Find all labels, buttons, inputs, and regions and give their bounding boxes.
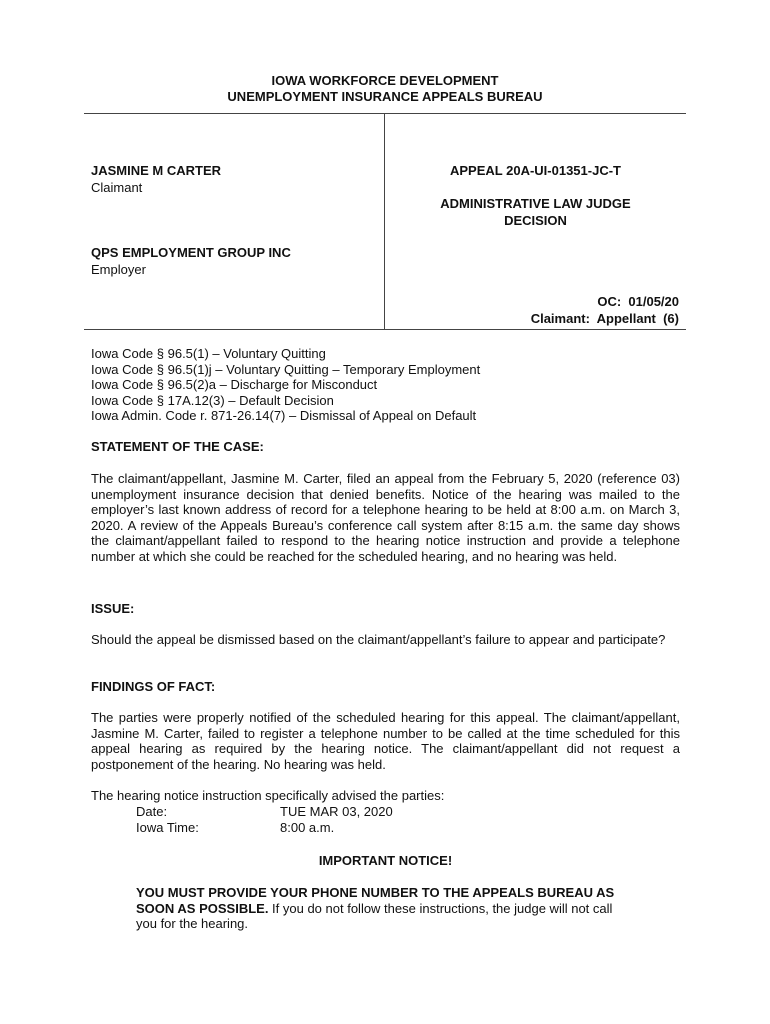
appeal-number: APPEAL 20A-UI-01351-JC-T [450, 163, 621, 178]
employer-name: QPS EMPLOYMENT GROUP INC [91, 245, 291, 260]
findings-heading: FINDINGS OF FACT: [91, 679, 216, 694]
issue-paragraph: Should the appeal be dismissed based on the claimant/appellant’s failure to appear and participate? [91, 632, 666, 647]
document-header [0, 73, 770, 105]
hearing-time-label: Iowa Time: [136, 819, 199, 835]
employer-block [91, 245, 376, 278]
code-citation: Iowa Code § 96.5(1)j – Voluntary Quitting – Temporary Employment [91, 361, 481, 377]
header-top-rule [84, 113, 686, 114]
hearing-notice-details [91, 804, 725, 835]
important-notice-bold: YOU MUST PROVIDE YOUR PHONE NUMBER TO THE APPEALS BUREAU AS SOON AS POSSIBLE. [136, 885, 615, 916]
caption-bottom-rule [84, 329, 686, 330]
important-notice-regular: If you do not follow these instructions, the judge will not call you for the hearing. [136, 900, 613, 932]
oc-date: OC: 01/05/20 [597, 294, 679, 309]
code-citations [91, 346, 680, 424]
claimant-block [91, 163, 376, 196]
bureau-name: UNEMPLOYMENT INSURANCE APPEALS BUREAU [227, 89, 543, 104]
findings-paragraph: The parties were properly notified of the scheduled hearing for this appeal. The claimant/appellant, Jasmine M. Carter, failed to register a telephone number to be called at the time scheduled for this appeal hearing as required by the hearing notice. The claimant/appellant did not request a postponement of the hearing. No hearing was held. [91, 710, 680, 772]
decision-title-line-1: ADMINISTRATIVE LAW JUDGE [440, 196, 631, 211]
employer-role: Employer [91, 261, 146, 277]
code-citation: Iowa Admin. Code r. 871-26.14(7) – Dismissal of Appeal on Default [91, 408, 477, 424]
claimant-status: Claimant: Appellant (6) [530, 310, 679, 326]
hearing-notice-intro: The hearing notice instruction specifically advised the parties: [91, 788, 445, 803]
code-citation: Iowa Code § 96.5(2)a – Discharge for Misconduct [91, 377, 378, 393]
hearing-date-value: TUE MAR 03, 2020 [280, 804, 393, 819]
important-notice-text [91, 885, 636, 932]
code-citation: Iowa Code § 96.5(1) – Voluntary Quitting [91, 346, 326, 361]
claimant-name: JASMINE M CARTER [91, 163, 222, 178]
decision-title [392, 196, 679, 229]
important-notice-title: IMPORTANT NOTICE! [318, 853, 453, 868]
hearing-time-row [136, 820, 725, 836]
hearing-time-value: 8:00 a.m. [280, 819, 335, 835]
hearing-date-label: Date: [136, 804, 168, 819]
agency-name: IOWA WORKFORCE DEVELOPMENT [271, 73, 499, 88]
case-status [392, 294, 679, 327]
code-citation: Iowa Code § 17A.12(3) – Default Decision [91, 392, 334, 408]
issue-heading: ISSUE: [91, 601, 135, 616]
statement-heading: STATEMENT OF THE CASE: [91, 439, 264, 454]
hearing-date-row [136, 804, 725, 820]
caption-divider [384, 113, 385, 329]
claimant-role: Claimant [91, 179, 143, 195]
statement-paragraph: The claimant/appellant, Jasmine M. Carter, filed an appeal from the February 5, 2020 (reference 03) unemployment insurance decision that denied benefits. Notice of the hearing was mailed to the employer’s last known address of record for a telephone hearing to be held at 8:00 a.m. on March 3, 2020. A review of the Appeals Bureau’s conference call system after 8:15 a.m. the same day shows the claimant/appellant failed to respond to the hearing notice instruction and provide a telephone number at which she could be reached for the scheduled hearing, and no hearing was held. [91, 471, 680, 564]
decision-title-line-2: DECISION [504, 212, 567, 228]
